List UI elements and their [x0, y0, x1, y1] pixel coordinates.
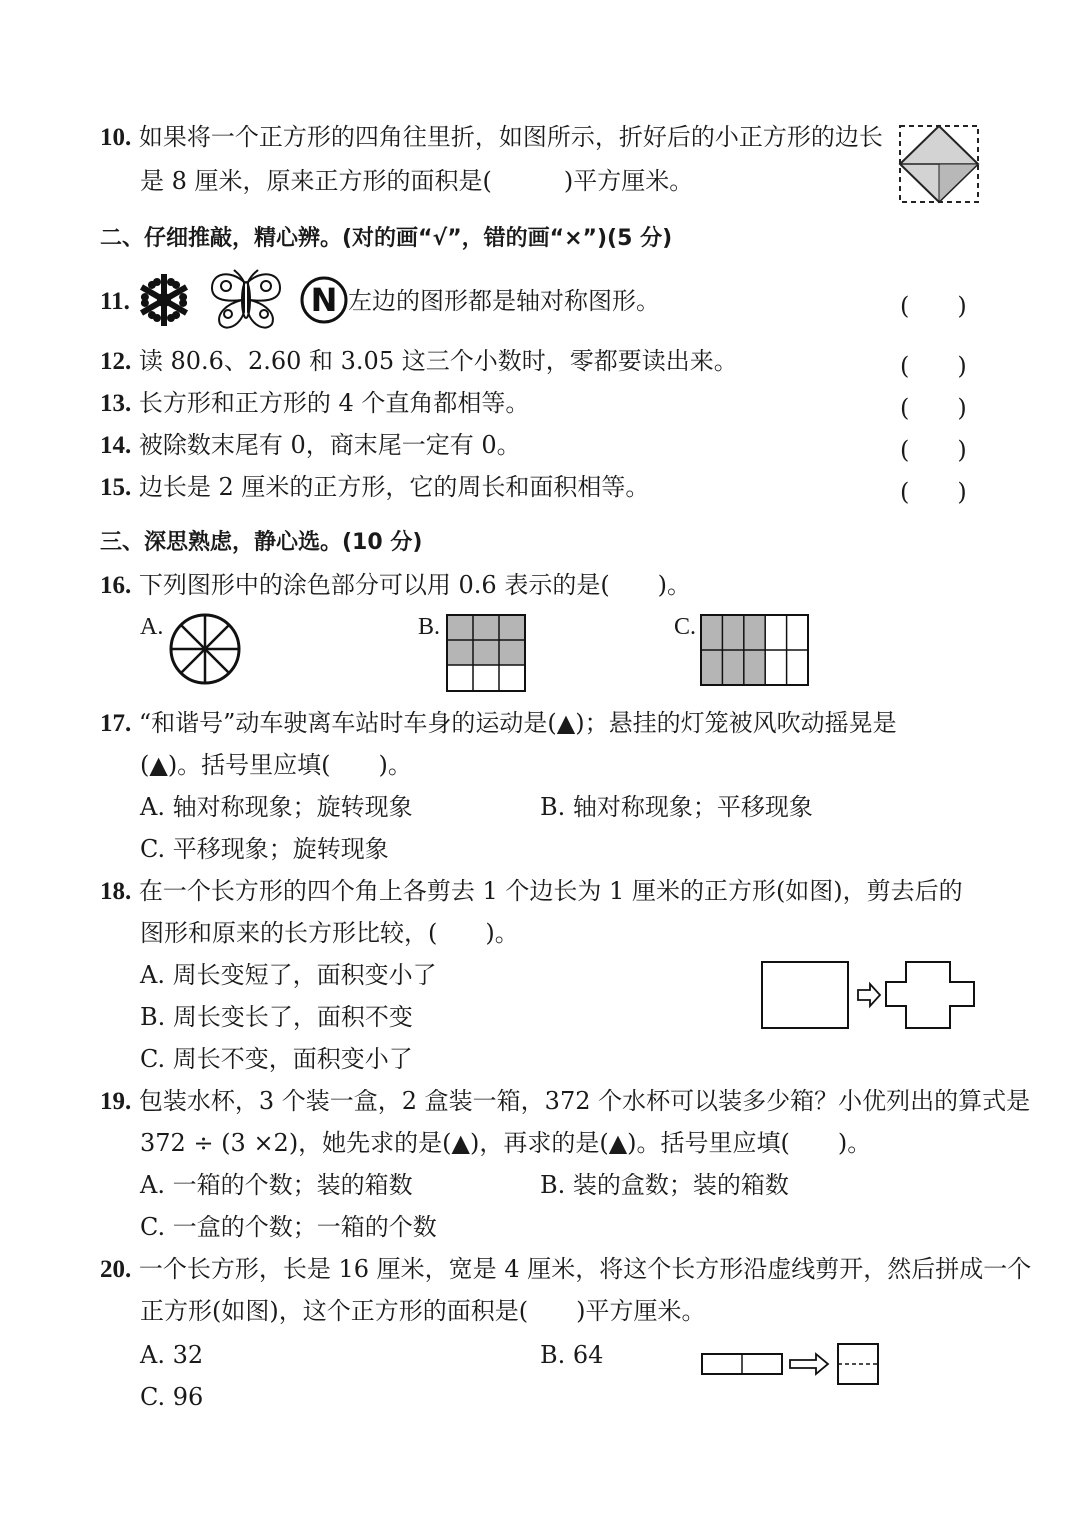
q13-answer-blank[interactable]: ( ): [900, 394, 967, 422]
q13-text: 长方形和正方形的 4 个直角都相等。: [138, 389, 530, 417]
q20-option-b[interactable]: B. 64: [540, 1341, 604, 1369]
q18-line1: [100, 874, 963, 909]
q12-line: [100, 344, 738, 379]
q12-text: 读 80.6、2.60 和 3.05 这三个小数时，零都要读出来。: [138, 347, 738, 375]
q16-option-c-label[interactable]: C.: [674, 614, 697, 640]
q11-number: 11.: [100, 288, 130, 315]
q20-option-a[interactable]: A. 32: [140, 1341, 204, 1369]
q20-text-1: 一个长方形，长是 16 厘米，宽是 4 厘米，将这个长方形沿虚线剪开，然后拼成一个: [138, 1255, 1032, 1283]
q10-number: 10.: [100, 124, 132, 151]
q19-option-b[interactable]: B. 装的盒数；装的箱数: [540, 1171, 789, 1199]
q14-line: [100, 428, 521, 463]
q18-cut-corners-figure: [760, 960, 980, 1032]
q15-answer-blank[interactable]: ( ): [900, 478, 967, 506]
q19-line1: [100, 1084, 1030, 1119]
q16-option-c-grid[interactable]: [700, 614, 810, 686]
q14-number: 14.: [100, 432, 132, 459]
q20-rectangle-to-square-figure: [700, 1340, 884, 1388]
butterfly-icon: [206, 268, 286, 332]
n-logo-icon: [300, 276, 348, 324]
q20-option-c[interactable]: C. 96: [140, 1383, 204, 1411]
q11-text: 左边的图形都是轴对称图形。: [348, 287, 660, 315]
q20-line2: 正方形(如图)，这个正方形的面积是( )平方厘米。: [140, 1297, 706, 1325]
q11-number-wrap: [100, 284, 130, 319]
q14-answer-blank[interactable]: ( ): [900, 436, 967, 464]
q18-option-a[interactable]: A. 周长变短了，面积变小了: [140, 961, 437, 989]
q17-option-c[interactable]: C. 平移现象；旋转现象: [140, 835, 389, 863]
q19-text-1: 包装水杯，3 个装一盒，2 盒装一箱，372 个水杯可以装多少箱？小优列出的算式是: [138, 1087, 1031, 1115]
q17-option-a[interactable]: A. 轴对称现象；旋转现象: [140, 793, 413, 821]
q15-line: [100, 470, 649, 505]
q12-answer-blank[interactable]: ( ): [900, 352, 967, 380]
snowflake-icon: [136, 272, 192, 328]
q12-number: 12.: [100, 348, 132, 375]
q19-line2: 372 ÷ (3 ×2)，她先求的是(▲)，再求的是(▲)。括号里应填( )。: [140, 1129, 872, 1157]
q13-number: 13.: [100, 390, 132, 417]
q10-text-1: 如果将一个正方形的四角往里折，如图所示，折好后的小正方形的边长: [138, 123, 883, 151]
q18-option-b[interactable]: B. 周长变长了，面积不变: [140, 1003, 413, 1031]
q16-option-b-label[interactable]: B.: [418, 614, 441, 640]
q18-option-c[interactable]: C. 周长不变，面积变小了: [140, 1045, 413, 1073]
q10-line1: [100, 120, 883, 155]
q19-option-a[interactable]: A. 一箱的个数；装的箱数: [140, 1171, 413, 1199]
q19-number: 19.: [100, 1088, 132, 1115]
q16-option-a-label[interactable]: A.: [140, 614, 164, 640]
q18-text-1: 在一个长方形的四个角上各剪去 1 个边长为 1 厘米的正方形(如图)，剪去后的: [138, 877, 963, 905]
q20-line1: [100, 1252, 1031, 1287]
q18-number: 18.: [100, 878, 132, 905]
q10-text-2: 是 8 厘米，原来正方形的面积是( )平方厘米。: [140, 167, 694, 195]
section2-title: 二、仔细推敲，精心辨。(对的画“√”，错的画“×”)(5 分): [100, 226, 673, 251]
q10-line2: [140, 164, 693, 198]
q19-option-c[interactable]: C. 一盒的个数；一箱的个数: [140, 1213, 437, 1241]
q15-text: 边长是 2 厘米的正方形，它的周长和面积相等。: [138, 473, 650, 501]
q15-number: 15.: [100, 474, 132, 501]
q17-text-1: “和谐号”动车驶离车站时车身的运动是(▲)；悬挂的灯笼被风吹动摇晃是: [138, 709, 897, 737]
folded-square-figure: [898, 124, 980, 204]
q18-line2: 图形和原来的长方形比较，( )。: [140, 919, 519, 947]
q16-option-b-grid[interactable]: [446, 614, 526, 692]
q11-answer-blank[interactable]: ( ): [900, 292, 967, 320]
q17-line2: (▲)。括号里应填( )。: [140, 751, 412, 779]
q20-number: 20.: [100, 1256, 132, 1283]
q16-option-a-circle[interactable]: [168, 612, 242, 686]
q16-line: [100, 568, 691, 603]
q17-number: 17.: [100, 710, 132, 737]
q17-option-b[interactable]: B. 轴对称现象；平移现象: [540, 793, 813, 821]
q14-text: 被除数末尾有 0，商末尾一定有 0。: [138, 431, 521, 459]
q16-text: 下列图形中的涂色部分可以用 0.6 表示的是( )。: [138, 571, 692, 599]
n-logo-letter: N: [310, 281, 338, 319]
q16-number: 16.: [100, 572, 132, 599]
q13-line: [100, 386, 529, 421]
q17-line1: [100, 706, 897, 741]
section3-title: 三、深思熟虑，静心选。(10 分): [100, 530, 423, 555]
